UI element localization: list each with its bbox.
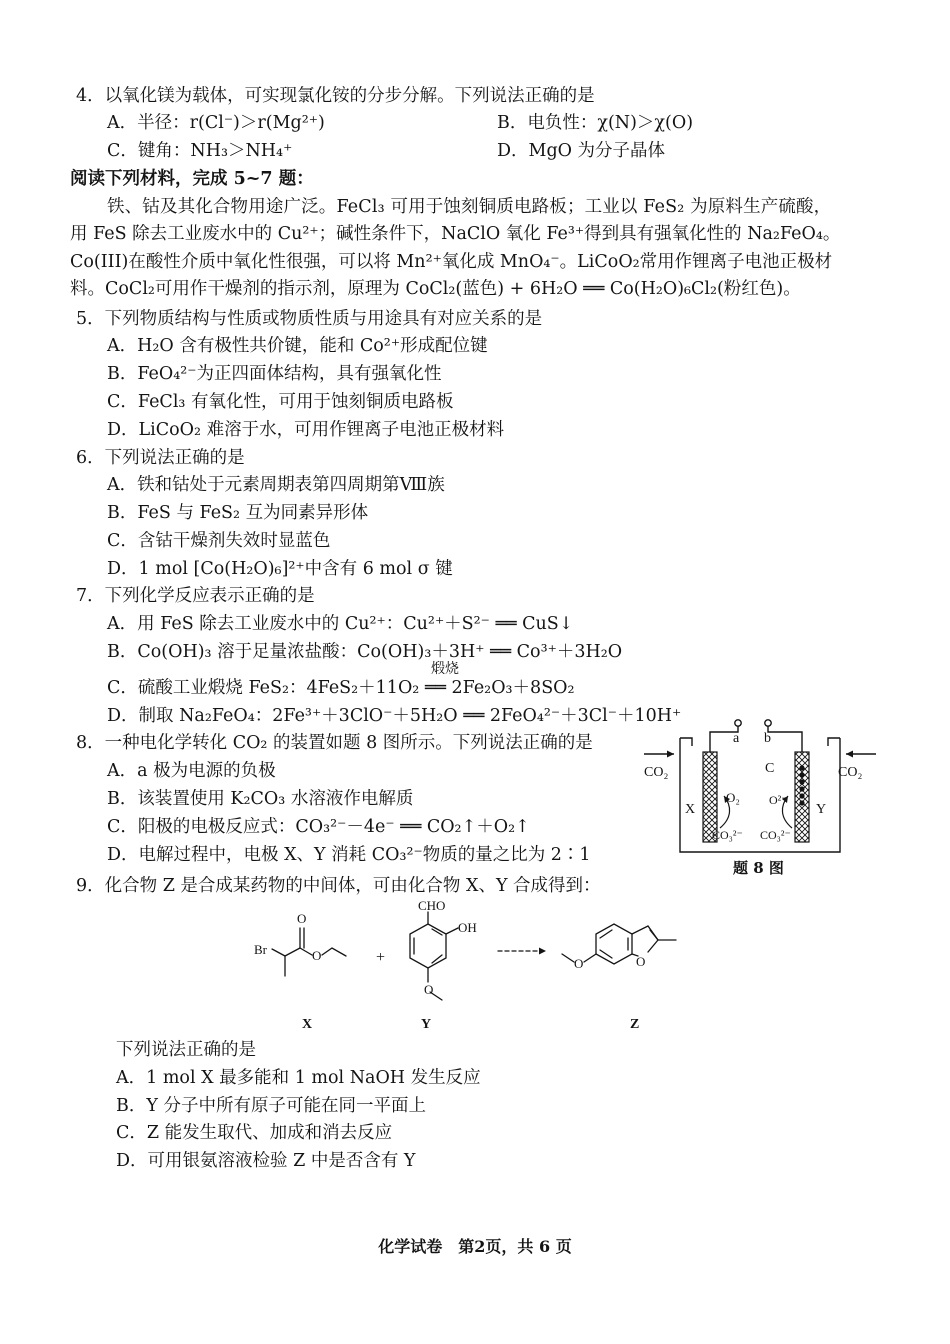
atom-o-carbonyl: O: [297, 911, 307, 926]
label-y: Y: [421, 1017, 432, 1032]
atom-o-z-methoxy: O: [574, 956, 584, 971]
q6-option-a: A．铁和钴处于元素周期表第四周期第Ⅷ族: [107, 475, 445, 495]
plus-sign: +: [376, 949, 386, 966]
arrowhead-co2-left: [667, 751, 674, 758]
q7-option-d: D．制取 Na₂FeO₄：2Fe³⁺＋3ClO⁻＋5H₂O ══ 2FeO₄²⁻＋3Cl⁻＋10H⁺: [107, 706, 682, 726]
q8-option-a: A．a 极为电源的负极: [107, 761, 276, 781]
q4-option-c: C．键角：NH₃＞NH₄⁺: [107, 141, 293, 161]
label-z: Z: [630, 1017, 640, 1032]
page-footer: 化学试卷 第2页，共 6 页: [378, 1237, 572, 1256]
electrode-y-label: Y: [816, 802, 827, 817]
q7-option-a: A．用 FeS 除去工业废水中的 Cu²⁺：Cu²⁺＋S²⁻ ══ CuS↓: [107, 614, 574, 634]
terminal-a-node: [735, 720, 741, 726]
q9-prompt: 下列说法正确的是: [116, 1040, 256, 1060]
q5-stem: 5．下列物质结构与性质或物质性质与用途具有对应关系的是: [76, 309, 543, 329]
q9-option-d: D．可用银氨溶液检验 Z 中是否含有 Y: [116, 1151, 416, 1171]
q4-option-d: D．MgO 为分子晶体: [497, 141, 666, 161]
atom-br: Br: [254, 942, 267, 957]
q5-option-a: A．H₂O 含有极性共价键，能和 Co²⁺形成配位键: [107, 336, 488, 356]
co2-right-label: CO₂: [838, 765, 863, 780]
co2-left-label: CO₂: [644, 765, 669, 780]
q9-stem: 9．化合物 Z 是合成某药物的中间体，可由化合物 X、Y 合成得到：: [76, 876, 601, 896]
q4-option-b: B．电负性：χ(N)＞χ(O): [497, 113, 694, 133]
q6-stem: 6．下列说法正确的是: [76, 448, 245, 468]
terminal-a-label: a: [733, 731, 740, 746]
vessel-lip-left: [680, 738, 692, 746]
q6-option-b: B．FeS 与 FeS₂ 互为同素异形体: [107, 503, 369, 523]
reaction-scheme: [240, 896, 710, 1036]
carbon-label: C: [765, 761, 775, 776]
q4-stem: 4．以氧化镁为载体，可实现氯化铵的分步分解。下列说法正确的是: [76, 86, 595, 106]
electrolysis-figure: [640, 712, 880, 872]
material-line-4: 料。CoCl₂可用作干燥剂的指示剂，原理为 CoCl₂(蓝色) + 6H₂O ══ Co(H₂O)₆Cl₂(粉红色)。: [70, 279, 801, 299]
material-line-3: Co(III)在酸性介质中氧化性很强，可以将 Mn²⁺氧化成 MnO₄⁻。LiCoO₂常用作锂离子电池正极材: [70, 252, 833, 272]
q7-option-b: B．Co(OH)₃ 溶于足量浓盐酸：Co(OH)₃＋3H⁺ ══ Co³⁺＋3H₂O: [107, 642, 623, 662]
atom-o-methoxy: O: [424, 982, 434, 997]
q8-option-d: D．电解过程中，电极 X、Y 消耗 CO₃²⁻物质的量之比为 2∶1: [107, 845, 591, 865]
q9-option-a: A．1 mol X 最多能和 1 mol NaOH 发生反应: [116, 1068, 481, 1088]
compound-x-bonds: [272, 928, 346, 976]
label-x: X: [302, 1017, 313, 1032]
group-oh: OH: [458, 920, 477, 935]
q5-option-d: D．LiCoO₂ 难溶于水，可用作锂离子电池正极材料: [107, 420, 505, 440]
reaction-arrowhead: [539, 948, 546, 955]
o2-label: O₂: [726, 790, 740, 805]
q7-condition-label: 煅烧: [431, 661, 459, 677]
q8-stem: 8．一种电化学转化 CO₂ 的装置如题 8 图所示。下列说法正确的是: [76, 733, 593, 753]
group-cho: CHO: [418, 898, 446, 913]
q9-option-b: B．Y 分子中所有原子可能在同一平面上: [116, 1096, 426, 1116]
atom-o-ester: O: [312, 948, 322, 963]
q6-option-d: D．1 mol [Co(H₂O)₆]²⁺中含有 6 mol σ 键: [107, 559, 453, 579]
vessel-lip-right: [828, 738, 840, 746]
q8-option-b: B．该装置使用 K₂CO₃ 水溶液作电解质: [107, 789, 414, 809]
oxide-ion-label: O²⁻: [769, 793, 788, 807]
terminal-b-node: [765, 720, 771, 726]
carbonate-left-label: CO₃²⁻: [712, 828, 743, 842]
atom-o-z-ring: O: [636, 954, 646, 969]
arrowhead-co2-right: [846, 751, 853, 758]
q5-option-c: C．FeCl₃ 有氧化性，可用于蚀刻铜质电路板: [107, 392, 454, 412]
q7-option-c: C．硫酸工业煅烧 FeS₂：4FeS₂＋11O₂ ══ 2Fe₂O₃＋8SO₂: [107, 678, 575, 698]
wire-b: [768, 726, 802, 752]
q9-option-c: C．Z 能发生取代、加成和消去反应: [116, 1123, 393, 1143]
compound-y-bonds: [410, 912, 458, 1000]
q8-option-c: C．阳极的电极反应式：CO₃²⁻－4e⁻ ══ CO₂↑＋O₂↑: [107, 817, 530, 837]
electrode-x-label: X: [685, 802, 696, 817]
figure-8-caption: 题 8 图: [733, 859, 784, 877]
q5-option-b: B．FeO₄²⁻为正四面体结构，具有强氧化性: [107, 364, 442, 384]
q4-option-a: A．半径：r(Cl⁻)＞r(Mg²⁺): [107, 113, 325, 133]
q6-option-c: C．含钴干燥剂失效时显蓝色: [107, 531, 331, 551]
material-line-2: 用 FeS 除去工业废水中的 Cu²⁺；碱性条件下，NaClO 氧化 Fe³⁺得到具有强氧化性的 Na₂FeO₄。: [70, 224, 841, 244]
material-heading: 阅读下列材料，完成 5~7 题：: [70, 169, 314, 189]
carbonate-right-label: CO₃²⁻: [760, 828, 791, 842]
terminal-b-label: b: [764, 731, 771, 746]
q7-stem: 7．下列化学反应表示正确的是: [76, 586, 315, 606]
material-line-1: 铁、钴及其化合物用途广泛。FeCl₃ 可用于蚀刻铜质电路板；工业以 FeS₂ 为原料生产硫酸，: [107, 197, 832, 217]
